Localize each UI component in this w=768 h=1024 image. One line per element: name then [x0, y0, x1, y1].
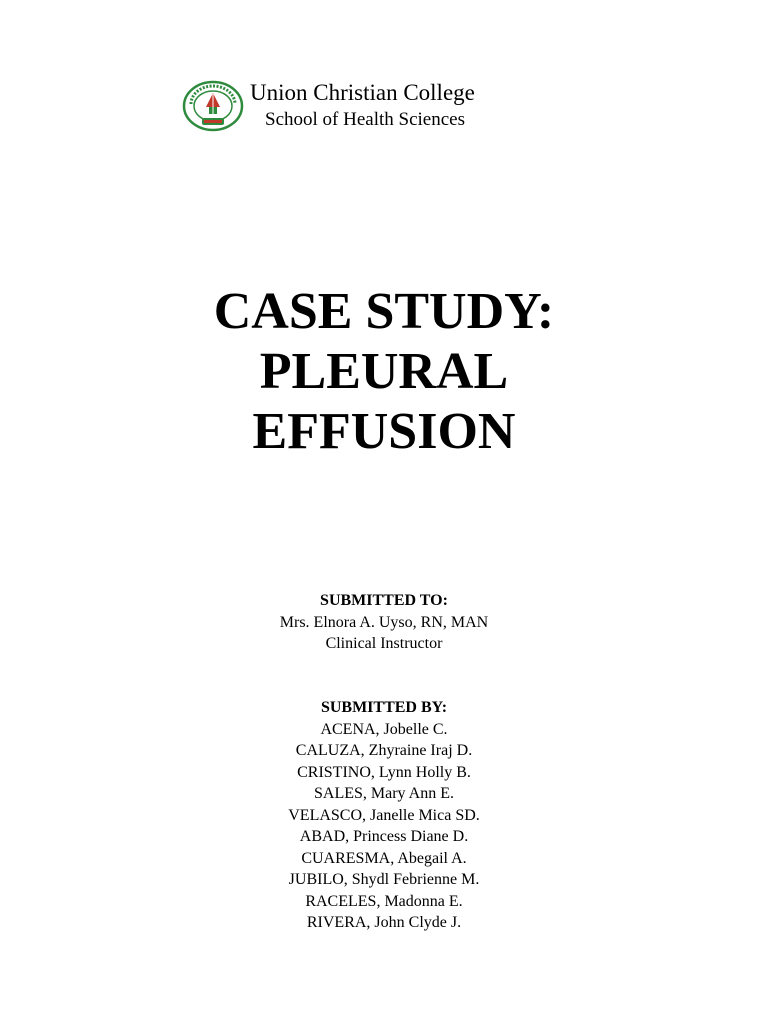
letterhead — [182, 78, 542, 134]
member-name: CRISTINO, Lynn Holly B. — [297, 763, 471, 781]
document-title — [0, 282, 768, 462]
submitted-by-section — [0, 697, 768, 934]
submitted-to-section — [0, 590, 768, 655]
member-name: JUBILO, Shydl Febrienne M. — [288, 871, 480, 888]
college-name: Union Christian College — [250, 80, 475, 105]
member-name: RIVERA, John Clyde J. — [306, 914, 462, 931]
college-seal-icon — [182, 80, 244, 132]
title-line-3: EFFUSION — [252, 403, 516, 460]
instructor-name: Mrs. Elnora A. Uyso, RN, MAN — [279, 613, 489, 631]
instructor-role: Clinical Instructor — [325, 635, 443, 652]
submitted-to-heading: SUBMITTED TO: — [320, 592, 448, 609]
school-name: School of Health Sciences — [265, 109, 465, 130]
submitted-by-heading: SUBMITTED BY: — [320, 699, 448, 716]
member-name: SALES, Mary Ann E. — [314, 785, 454, 802]
member-name: CUARESMA, Abegail A. — [301, 849, 467, 867]
member-name: CALUZA, Zhyraine Iraj D. — [295, 742, 473, 759]
member-name: ACENA, Jobelle C. — [320, 720, 448, 738]
title-line-1: CASE STUDY: — [213, 283, 555, 340]
title-line-2: PLEURAL — [259, 343, 509, 400]
member-name: ABAD, Princess Diane D. — [299, 828, 469, 845]
member-name: VELASCO, Janelle Mica SD. — [288, 806, 480, 824]
member-name: RACELES, Madonna E. — [305, 892, 463, 910]
